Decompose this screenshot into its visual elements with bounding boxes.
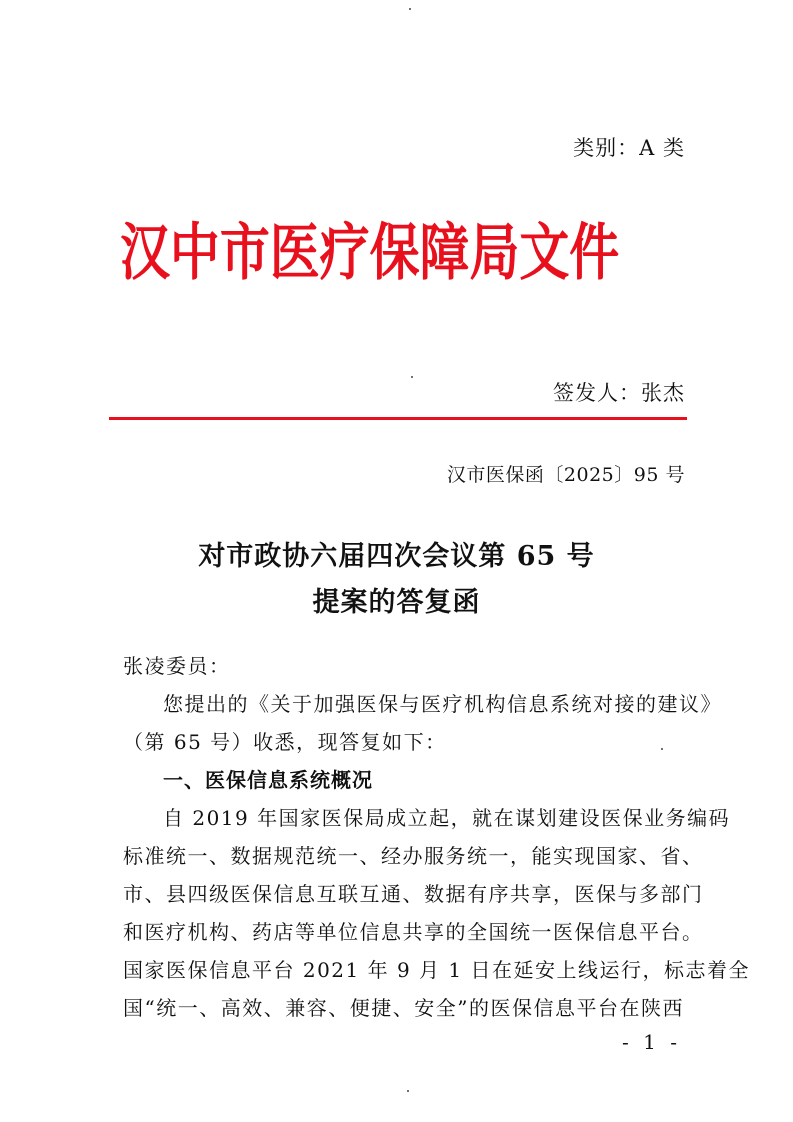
section-heading: 一、医保信息系统概况 bbox=[163, 768, 373, 792]
intro-line: （第 65 号）收悉，现答复如下： bbox=[123, 730, 447, 754]
scan-speck bbox=[409, 8, 411, 10]
document-title-line-1: 对市政协六届四次会议第 65 号 bbox=[198, 541, 595, 572]
page-number: - 1 - bbox=[622, 1030, 681, 1054]
salutation: 张凌委员： bbox=[123, 654, 231, 678]
scan-speck bbox=[411, 376, 413, 378]
paragraph-line: 市、县四级医保信息互联互通、数据有序共享，医保与多部门 bbox=[123, 882, 704, 906]
issuing-agency-header: 汉中市医疗保障局文件 bbox=[120, 218, 620, 289]
paragraph-line: 标准统一、数据规范统一、经办服务统一，能实现国家、省、 bbox=[123, 844, 704, 868]
signer: 签发人：张杰 bbox=[553, 381, 685, 405]
paragraph-line: 国“统一、高效、兼容、便捷、安全”的医保信息平台在陕西 bbox=[123, 996, 684, 1020]
document-number: 汉市医保函〔2025〕95 号 bbox=[446, 464, 685, 486]
paragraph-line: 和医疗机构、药店等单位信息共享的全国统一医保信息平台。 bbox=[123, 920, 704, 944]
paragraph-line: 自 2019 年国家医保局成立起，就在谋划建设医保业务编码 bbox=[163, 806, 731, 830]
document-category: 类别：A 类 bbox=[573, 136, 685, 160]
header-red-rule bbox=[109, 417, 687, 420]
intro-line: 您提出的《关于加强医保与医疗机构信息系统对接的建议》 bbox=[163, 692, 722, 716]
paragraph-line: 国家医保信息平台 2021 年 9 月 1 日在延安上线运行，标志着全 bbox=[123, 958, 750, 982]
document-title-line-2: 提案的答复函 bbox=[312, 587, 481, 618]
scan-speck bbox=[661, 748, 663, 750]
scan-speck bbox=[407, 1090, 409, 1092]
